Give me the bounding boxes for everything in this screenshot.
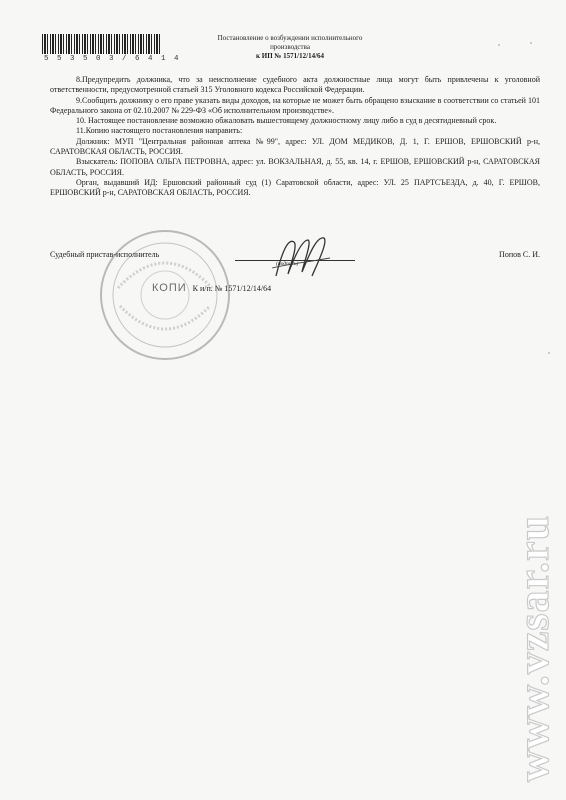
copy-stamp-case-number: К и/п. № 1571/12/14/64 [192, 284, 272, 293]
signatory-role: Судебный пристав-исполнитель [50, 250, 160, 259]
header-case-number: к ИП № 1571/12/14/64 [255, 52, 325, 60]
barcode-number: 5 5 3 5 0 3 / 6 4 1 4 [44, 55, 181, 63]
header-line-2: производства [270, 43, 310, 51]
copy-stamp [152, 282, 271, 294]
paragraph-9: 9.Сообщить должнику о его праве указать виды доходов, на которые не может быть обращено взыскание в соответствии со статьей 101 Федерального закона от 02.10.2007 № 229-ФЗ «Об исполнительном производстве». [50, 95, 540, 115]
svg-text:www.vzsar.ru: www.vzsar.ru [509, 514, 558, 782]
scan-speck [530, 42, 532, 44]
barcode [42, 34, 162, 54]
handwritten-signature [268, 232, 338, 282]
copy-stamp-word: КОПИ [152, 282, 187, 294]
scan-speck [548, 352, 550, 354]
header-line-1: Постановление о возбуждении исполнительного [217, 34, 363, 42]
recipient-issuing-body: Орган, выдавший ИД: Ершовский районный суд (1) Саратовской области, адрес: УЛ. 25 ПАРТСЪЕЗДА, д. 40, Г. ЕРШОВ, ЕРШОВСКИЙ р-н, САРАТОВСКАЯ ОБЛАСТЬ, РОССИЯ. [50, 177, 540, 198]
recipient-claimant: Взыскатель: ПОПОВА ОЛЬГА ПЕТРОВНА, адрес: ул. ВОКЗАЛЬНАЯ, д. 55, кв. 14, г. ЕРШОВ, ЕРШОВСКИЙ р-н, САРАТОВСКАЯ ОБЛАСТЬ, РОССИЯ. [50, 157, 540, 177]
scan-speck [498, 44, 500, 46]
round-stamp [98, 228, 232, 362]
paragraph-11: 11.Копию настоящего постановления направить: [76, 126, 243, 136]
site-watermark [506, 460, 562, 790]
document-body [50, 75, 540, 199]
paragraph-8: 8.Предупредить должника, что за неисполнение судебного акта должностные лица могут быть привлечены к уголовной ответственности, предусмотренной статьей 315 Уголовного кодекса Российской Федерации. [50, 75, 540, 95]
document-header [190, 34, 390, 61]
signature-caption: (подпись) [276, 261, 299, 267]
paragraph-10: 10. Настоящее постановление возможно обжаловать вышестоящему должностному лицу либо в суд в десятидневный срок. [76, 116, 497, 126]
signatory-name: Попов С. И. [499, 250, 540, 259]
recipient-debtor: Должник: МУП "Центральная районная аптека №99", адрес: УЛ. ДОМ МЕДИКОВ, Д. 1, Г. ЕРШОВ, ЕРШОВСКИЙ р-н, САРАТОВСКАЯ ОБЛАСТЬ, РОССИЯ. [50, 136, 540, 157]
